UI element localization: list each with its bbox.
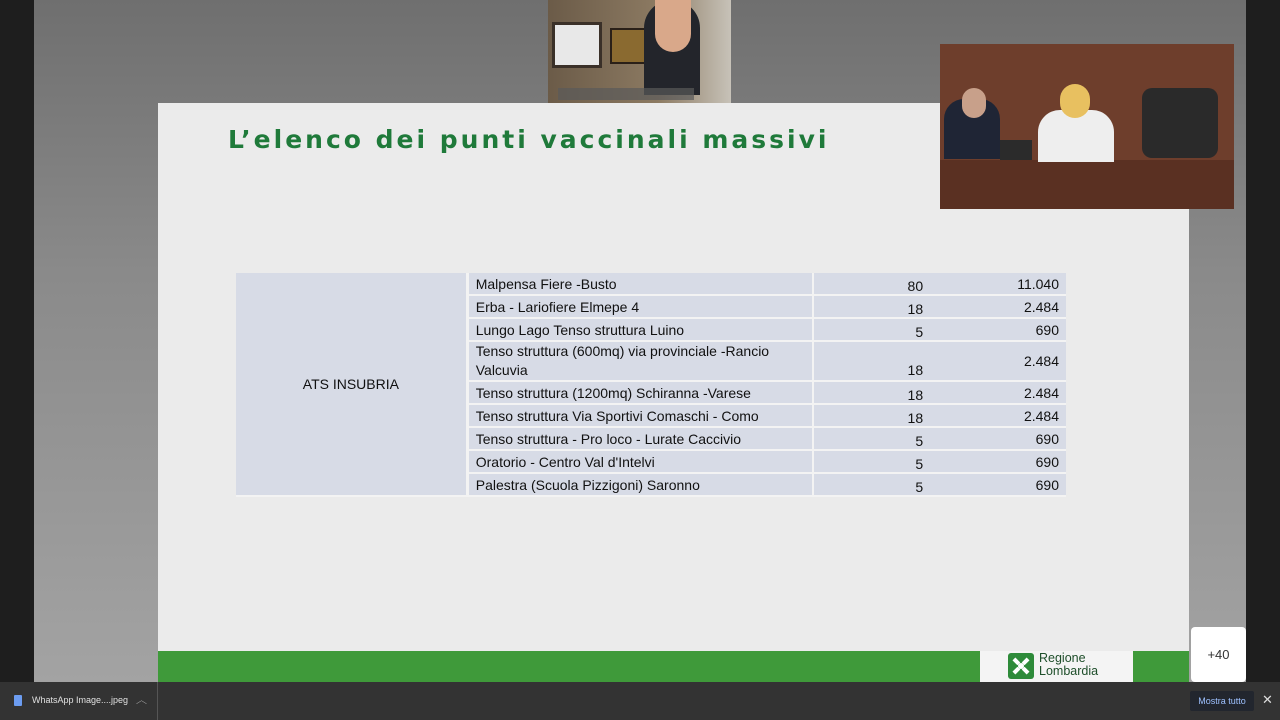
table-row [236,273,1066,295]
site-name: Palestra (Scuola Pizzigoni) Saronno [467,473,813,496]
video-window-detail [552,22,602,68]
participant-video-tile[interactable] [548,0,731,103]
site-name: Malpensa Fiere -Busto [467,273,813,295]
logo-mark-icon [1008,653,1034,679]
site-value-2: 690 [930,427,1066,450]
site-name: Tenso struttura (600mq) via provinciale -Rancio Valcuvia [467,341,813,381]
room-video-tile[interactable] [940,44,1234,209]
slide-title: L’elenco dei punti vaccinali massivi [228,125,830,154]
file-icon [14,695,22,706]
site-value-1: 5 [813,318,930,341]
site-value-1: 5 [813,450,930,473]
logo-text [1039,652,1098,678]
site-value-2: 690 [930,450,1066,473]
logo-line-2: Lombardia [1039,664,1099,678]
site-value-1: 5 [813,427,930,450]
site-value-2: 690 [930,473,1066,496]
video-person-face [655,0,691,52]
video-person-left-head [962,88,986,118]
site-name: Lungo Lago Tenso struttura Luino [467,318,813,341]
site-name: Tenso struttura (1200mq) Schiranna -Varese [467,381,813,404]
site-value-2: 2.484 [930,381,1066,404]
video-person-center-head [1060,84,1090,118]
download-item[interactable] [0,682,158,720]
site-value-1: 18 [813,404,930,427]
chevron-up-icon[interactable]: ︿ [136,696,147,705]
logo-line-1: Regione [1039,651,1086,665]
more-participants-button[interactable]: +40 [1191,627,1246,682]
site-value-1: 80 [813,273,930,295]
video-desk [940,160,1234,209]
show-all-button[interactable]: Mostra tutto [1190,691,1254,711]
video-chair [1142,88,1218,158]
video-microphone [1000,140,1032,160]
video-toolbar[interactable] [558,88,694,100]
site-value-2: 2.484 [930,295,1066,318]
regione-lombardia-logo [980,651,1133,682]
site-name: Tenso struttura Via Sportivi Comaschi - Como [467,404,813,427]
site-name: Erba - Lariofiere Elmepe 4 [467,295,813,318]
download-file-name: WhatsApp Image....jpeg [32,695,129,705]
site-value-1: 18 [813,381,930,404]
site-value-1: 18 [813,341,930,381]
close-icon[interactable]: ✕ [1262,692,1273,707]
site-value-2: 2.484 [930,404,1066,427]
site-value-2: 2.484 [930,341,1066,381]
site-value-1: 5 [813,473,930,496]
site-value-2: 690 [930,318,1066,341]
vaccination-sites-table [236,273,1066,497]
group-label: ATS INSUBRIA [236,273,467,496]
download-bar [0,682,1280,720]
site-value-2: 11.040 [930,273,1066,295]
site-name: Oratorio - Centro Val d'Intelvi [467,450,813,473]
site-value-1: 18 [813,295,930,318]
site-name: Tenso struttura - Pro loco - Lurate Caccivio [467,427,813,450]
